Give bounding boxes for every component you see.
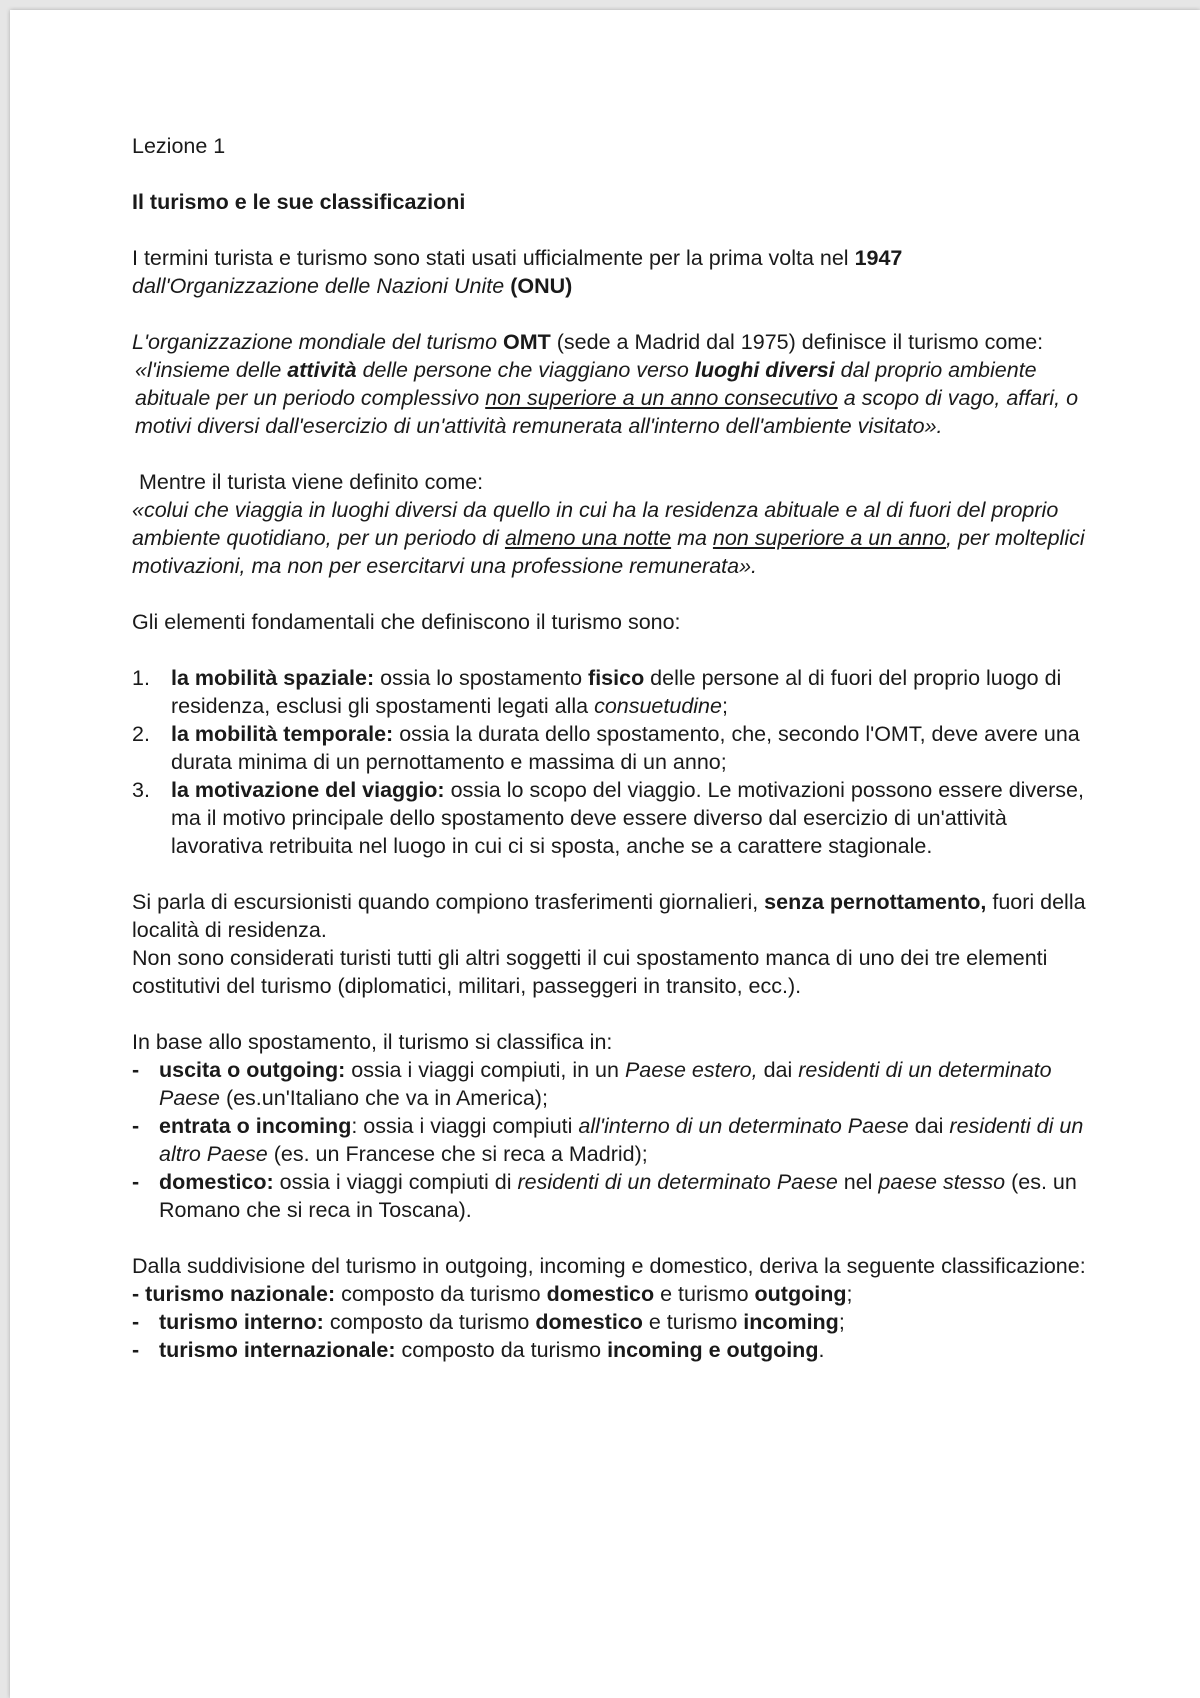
list-item: - uscita o outgoing: ossia i viaggi compiuti, in un Paese estero, dai residenti di un determinato Paese (es.un'Italiano che va in America); xyxy=(132,1058,1052,1110)
intro-paragraph: I termini turista e turismo sono stati usati ufficialmente per la prima volta nel 1947 dall'Organizzazione delle Nazioni Unite (ONU) xyxy=(132,246,903,298)
list-item: - turismo internazionale: composto da turismo incoming e outgoing. xyxy=(132,1338,825,1362)
list-item: 1. la mobilità spaziale: ossia lo spostamento fisico delle persone al di fuori del proprio luogo di residenza, esclusi gli spostamenti legati alla consuetudine; xyxy=(132,666,1062,718)
excursionists-paragraph: Si parla di escursionisti quando compiono trasferimenti giornalieri, senza pernottamento, fuori della località di residenza. xyxy=(132,890,1086,942)
tourist-intro: Mentre il turista viene definito come: xyxy=(139,470,484,494)
list-item: - turismo nazionale: composto da turismo domestico e turismo outgoing; xyxy=(132,1282,853,1306)
tourist-definition-quote: «colui che viaggia in luoghi diversi da quello in cui ha la residenza abituale e al di fuori del proprio ambiente quotidiano, per un periodo di almeno una notte ma non superiore a un anno, per molteplici motivazioni, ma non per esercitarvi una professione remunerata». xyxy=(132,498,1085,578)
omt-definition-quote: «l'insieme delle attività delle persone che viaggiano verso luoghi diversi dal proprio ambiente abituale per un periodo complessivo non superiore a un anno consecutivo a scopo di vago, affari, o motivi diversi dall'esercizio di un'attività remunerata all'interno dell'ambiente visitato». xyxy=(135,358,1079,438)
list-item: 2. la mobilità temporale: ossia la durata dello spostamento, che, secondo l'OMT, deve avere una durata minima di un pernottamento e massima di un anno; xyxy=(132,722,1080,774)
document-body xyxy=(132,132,1102,1364)
list-item: 3. la motivazione del viaggio: ossia lo scopo del viaggio. Le motivazioni possono essere diverse, ma il motivo principale dello spostamento deve essere diverso dal esercizio di un'attività lavorativa retribuita nel luogo in cui ci si sposta, anche se a carattere stagionale. xyxy=(132,778,1084,858)
classification-list xyxy=(132,1280,1102,1364)
movement-intro: In base allo spostamento, il turismo si classifica in: xyxy=(132,1030,613,1054)
document-page xyxy=(10,10,1200,1698)
non-tourists-paragraph: Non sono considerati turisti tutti gli altri soggetti il cui spostamento manca di uno dei tre elementi costitutivi del turismo (diplomatici, militari, passeggeri in transito, ecc.). xyxy=(132,946,1048,998)
document-title: Il turismo e le sue classificazioni xyxy=(132,190,466,214)
movement-list xyxy=(132,1056,1102,1224)
list-item: - domestico: ossia i viaggi compiuti di residenti di un determinato Paese nel paese stesso (es. un Romano che si reca in Toscana). xyxy=(132,1170,1077,1222)
elements-intro: Gli elementi fondamentali che definiscono il turismo sono: xyxy=(132,610,681,634)
lesson-label: Lezione 1 xyxy=(132,134,226,158)
list-item: - turismo interno: composto da turismo domestico e turismo incoming; xyxy=(132,1310,845,1334)
list-item: - entrata o incoming: ossia i viaggi compiuti all'interno di un determinato Paese dai residenti di un altro Paese (es. un Francese che si reca a Madrid); xyxy=(132,1114,1084,1166)
classification-intro: Dalla suddivisione del turismo in outgoing, incoming e domestico, deriva la seguente classificazione: xyxy=(132,1254,1086,1278)
omt-paragraph: L'organizzazione mondiale del turismo OMT (sede a Madrid dal 1975) definisce il turismo come: xyxy=(132,330,1044,354)
elements-list xyxy=(132,664,1102,860)
